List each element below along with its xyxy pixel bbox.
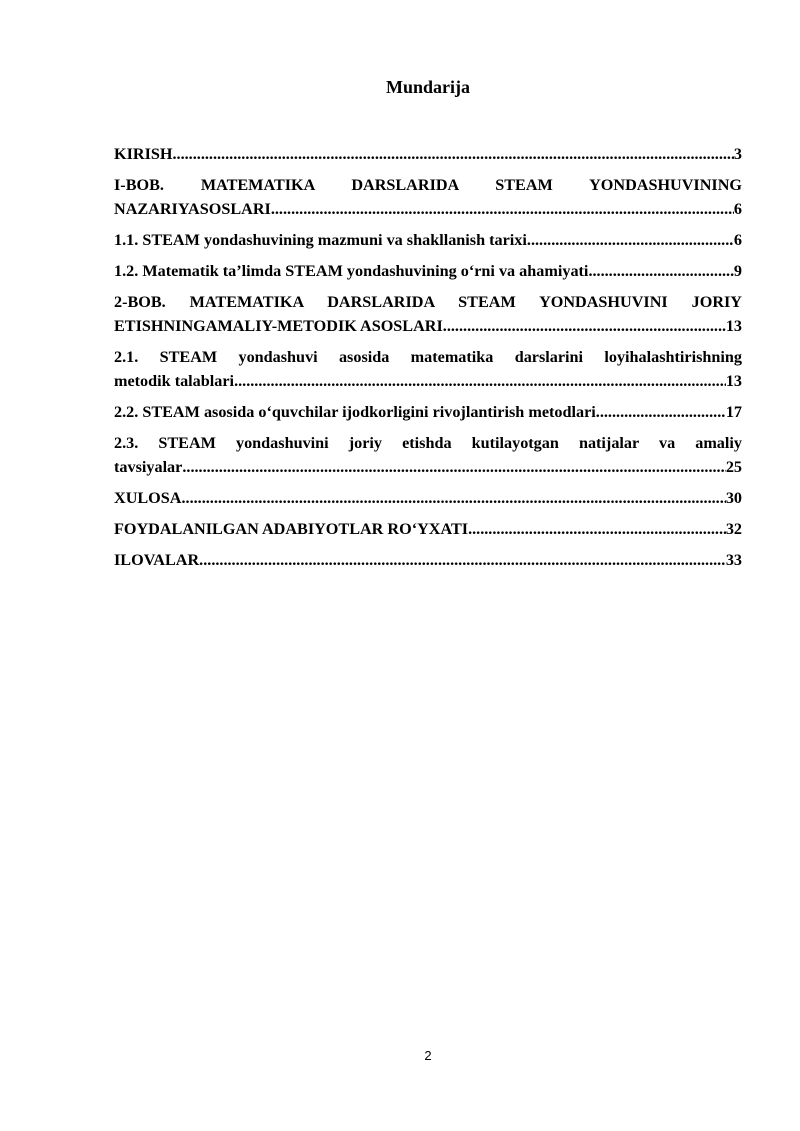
toc-entry-page: 6 — [733, 200, 742, 218]
toc-entry-title-cont: tavsiyalar — [114, 458, 183, 476]
page-number-container — [370, 1048, 486, 1064]
toc-entry-page: 25 — [725, 458, 742, 476]
toc-entry-page: 33 — [725, 551, 742, 569]
toc-heading: Mundarija — [385, 77, 470, 97]
toc-entry-section-1-2[interactable] — [114, 259, 742, 283]
toc-entry-title: 1.2. Matematik ta’limda STEAM yondashuvining o‘rni va ahamiyati — [114, 262, 589, 280]
toc-entry-page: 17 — [725, 403, 742, 421]
toc-entry-title: 1.1. STEAM yondashuvining mazmuni va shakllanish tarixi — [114, 231, 527, 249]
toc-entry-title-cont: metodik talablari — [114, 372, 235, 390]
toc-leader-dots — [468, 517, 726, 541]
toc-entry-section-2-3[interactable] — [114, 431, 742, 479]
toc-entry-page: 32 — [725, 520, 742, 538]
toc-entry-title: I-BOB. MATEMATIKA DARSLARIDA STEAM YONDASHUVINING — [114, 176, 742, 194]
toc-entry-title: 2.1. STEAM yondashuvi asosida matematika darslarini loyihalashtirishning — [114, 348, 742, 366]
toc-entry-title-cont: ETISHNINGAMALIY-METODIK ASOSLARI — [114, 317, 443, 335]
toc-leader-dots — [527, 228, 734, 252]
toc-entry-page: 9 — [733, 262, 742, 280]
toc-leader-dots — [443, 314, 726, 338]
toc-leader-dots — [172, 142, 733, 166]
toc-entry-title: 2.2. STEAM asosida o‘quvchilar ijodkorligini rivojlantirish metodlari — [114, 403, 596, 421]
toc-leader-dots — [181, 486, 725, 510]
toc-entry-page: 6 — [733, 231, 742, 249]
toc-entry-chapter-1[interactable] — [114, 173, 742, 221]
toc-entry-chapter-2[interactable] — [114, 290, 742, 338]
toc-entry-title: 2-BOB. MATEMATIKA DARSLARIDA STEAM YONDASHUVINI JORIY — [114, 293, 742, 311]
toc-entry-page: 13 — [725, 317, 742, 335]
toc-entry-page: 13 — [725, 372, 742, 390]
toc-entry-section-1-1[interactable] — [114, 228, 742, 252]
toc-entry-title-cont: NAZARIYASOSLARI — [114, 200, 271, 218]
toc-entry-page: 3 — [733, 145, 742, 163]
page-number: 2 — [424, 1048, 432, 1063]
toc-leader-dots — [234, 369, 726, 393]
table-of-contents — [114, 142, 742, 572]
toc-leader-dots — [271, 197, 734, 221]
toc-leader-dots — [182, 455, 725, 479]
toc-entry-title: KIRISH — [114, 145, 173, 163]
toc-entry-title: 2.3. STEAM yondashuvini joriy etishda kutilayotgan natijalar va amaliy — [114, 434, 742, 452]
toc-leader-dots — [596, 400, 726, 424]
toc-entry-title: XULOSA — [114, 489, 182, 507]
toc-entry-title: ILOVALAR — [114, 551, 200, 569]
toc-entry-section-2-1[interactable] — [114, 345, 742, 393]
toc-entry-section-2-2[interactable] — [114, 400, 742, 424]
toc-leader-dots — [199, 548, 726, 572]
toc-leader-dots — [588, 259, 733, 283]
toc-entry-page: 30 — [725, 489, 742, 507]
toc-entry-kirish[interactable] — [114, 142, 742, 166]
toc-entry-xulosa[interactable] — [114, 486, 742, 510]
toc-heading-container — [113, 77, 743, 98]
toc-entry-title: FOYDALANILGAN ADABIYOTLAR RO‘YXATI — [114, 520, 469, 538]
toc-entry-appendices[interactable] — [114, 548, 742, 572]
toc-entry-bibliography[interactable] — [114, 517, 742, 541]
